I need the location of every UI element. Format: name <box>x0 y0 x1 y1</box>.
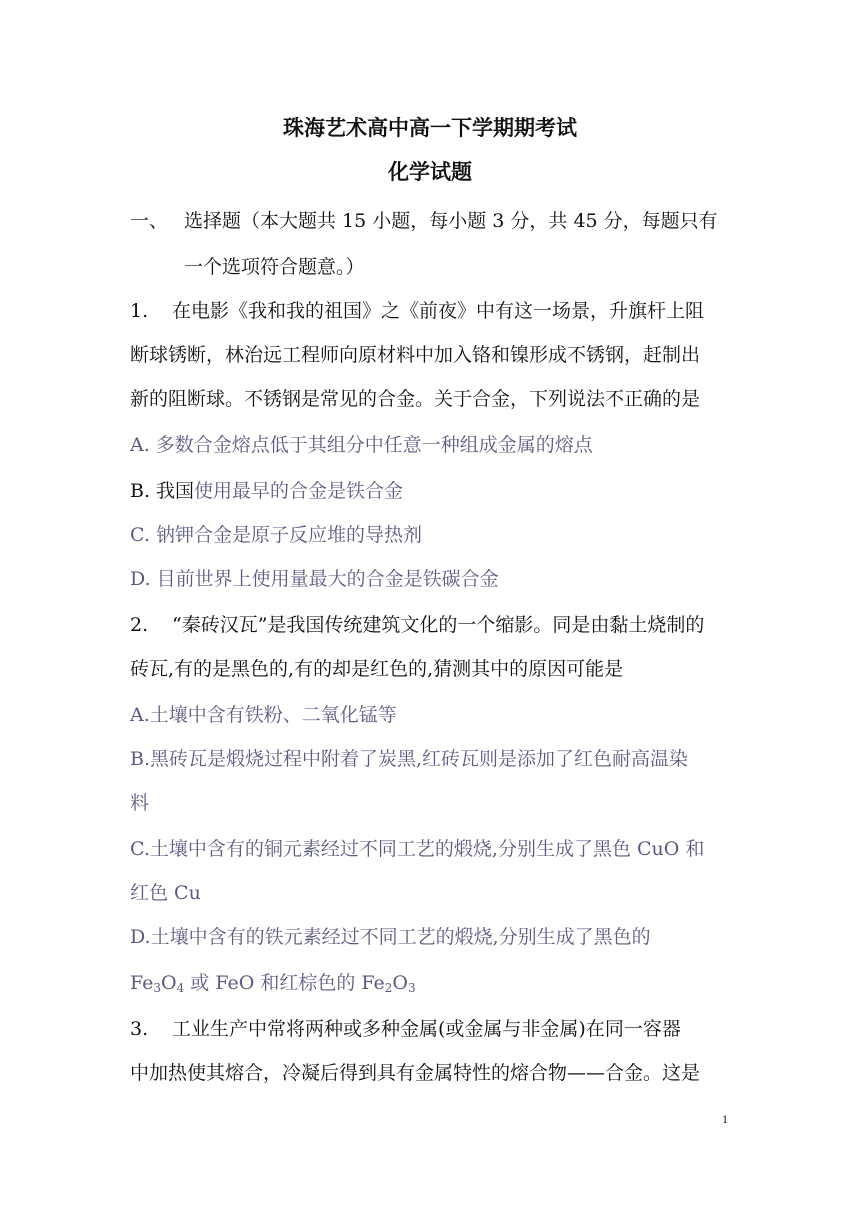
page-title: 珠海艺术高中高一下学期期考试 <box>283 115 577 140</box>
question-1-option-b <box>130 478 730 504</box>
question-1-option-c: C. 钠钾合金是原子反应堆的导热剂 <box>130 524 422 546</box>
option-b-text: 使用最早的合金是铁合金 <box>194 480 404 502</box>
question-3-stem <box>130 1016 730 1042</box>
section-text: 选择题（本大题共 15 小题，每小题 3 分，共 45 分，每题只有 <box>184 210 718 232</box>
section-number: 一、 <box>130 210 169 232</box>
formula-fe3o4: $Fe_3O_4$ <box>130 972 185 995</box>
section-heading <box>130 208 730 234</box>
question-2-stem <box>130 612 730 638</box>
question-number: 2. <box>130 614 149 636</box>
question-2-option-b: B.黑砖瓦是煅烧过程中附着了炭黑,红砖瓦则是添加了红色耐高温染 <box>130 748 689 770</box>
question-1-stem-line2: 断球锈断，林治远工程师向原材料中加入铬和镍形成不锈钢，赶制出 <box>130 344 701 366</box>
question-2-option-c: C.土壤中含有的铜元素经过不同工艺的煅烧,分别生成了黑色 CuO 和 <box>130 838 705 860</box>
question-2-option-a: A.土壤中含有铁粉、二氧化锰等 <box>130 704 397 726</box>
question-number: 1. <box>130 300 149 322</box>
question-2-option-d-cont: $Fe_3O_4$ 或 FeO 和红棕色的 $Fe_2O_3$ <box>130 972 416 995</box>
question-2-option-c-cont: 红色 Cu <box>130 882 201 904</box>
question-1-stem-line3: 新的阻断球。不锈钢是常见的合金。关于合金，下列说法不正确的是 <box>130 388 701 410</box>
page-subtitle: 化学试题 <box>388 159 472 184</box>
question-text: “秦砖汉瓦”是我国传统建筑文化的一个缩影。同是由黏土烧制的 <box>172 614 705 636</box>
section-text-cont: 一个选项符合题意。） <box>184 256 365 278</box>
question-2-option-b-cont: 料 <box>130 792 150 814</box>
question-1-option-a: A. 多数合金熔点低于其组分中任意一种组成金属的熔点 <box>130 434 593 456</box>
question-text: 在电影《我和我的祖国》之《前夜》中有这一场景，升旗杆上阻 <box>172 300 705 322</box>
question-2-stem-line2: 砖瓦,有的是黑色的,有的却是红色的,猜测其中的原因可能是 <box>130 658 624 680</box>
option-b-prefix: B. 我国 <box>130 480 195 502</box>
question-1-option-d: D. 目前世界上使用量最大的合金是铁碳合金 <box>130 568 499 590</box>
question-3-stem-line2: 中加热使其熔合，冷凝后得到具有金属特性的熔合物——合金。这是 <box>130 1062 701 1084</box>
question-2-option-d: D.土壤中含有的铁元素经过不同工艺的煅烧,分别生成了黑色的 <box>130 926 651 948</box>
question-number: 3. <box>130 1018 149 1040</box>
page-number: 1 <box>722 1112 728 1126</box>
question-1-stem <box>130 298 730 324</box>
question-text: 工业生产中常将两种或多种金属(或金属与非金属)在同一容器 <box>172 1018 681 1040</box>
